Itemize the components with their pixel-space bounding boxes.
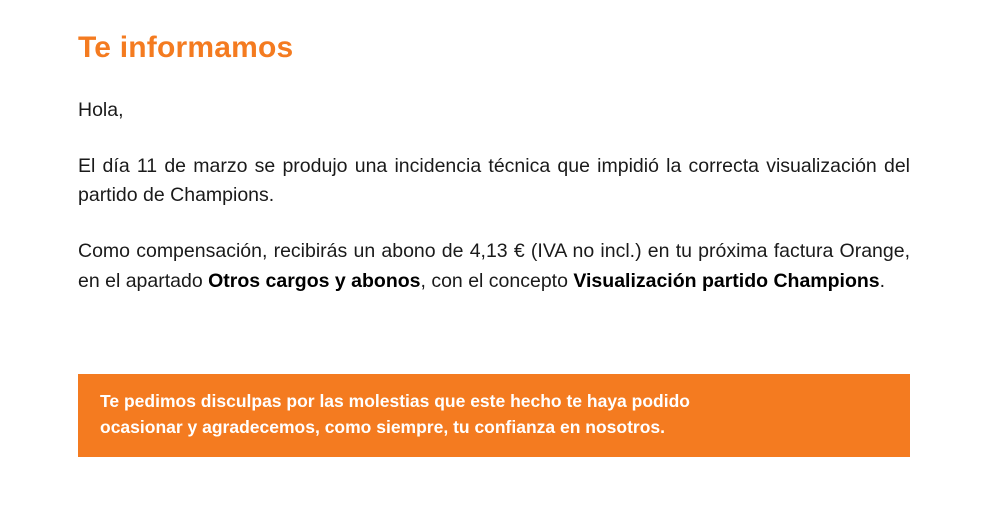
apology-banner-line-1: Te pedimos disculpas por las molestias que este hecho te haya podido	[100, 391, 690, 411]
compensation-paragraph	[78, 237, 910, 296]
greeting-text: Hola,	[78, 99, 124, 121]
incident-paragraph: El día 11 de marzo se produjo una incidencia técnica que impidió la correcta visualización del partido de Champions.	[78, 154, 910, 207]
compensation-text-part1: Como compensación, recibirás un abono de 4,13 € (IVA no incl.) en tu próxima factura Orange, en el apartado	[78, 239, 910, 292]
compensation-text-part3: .	[879, 269, 886, 292]
page-title: Te informamos	[78, 31, 294, 64]
apology-banner-line-2: ocasionar y agradecemos, como siempre, tu confianza en nosotros.	[100, 417, 666, 438]
compensation-bold-section: Otros cargos y abonos	[208, 269, 421, 292]
apology-banner	[78, 374, 910, 457]
compensation-bold-concept: Visualización partido Champions	[573, 269, 880, 292]
compensation-text-part2: , con el concepto	[420, 269, 574, 292]
